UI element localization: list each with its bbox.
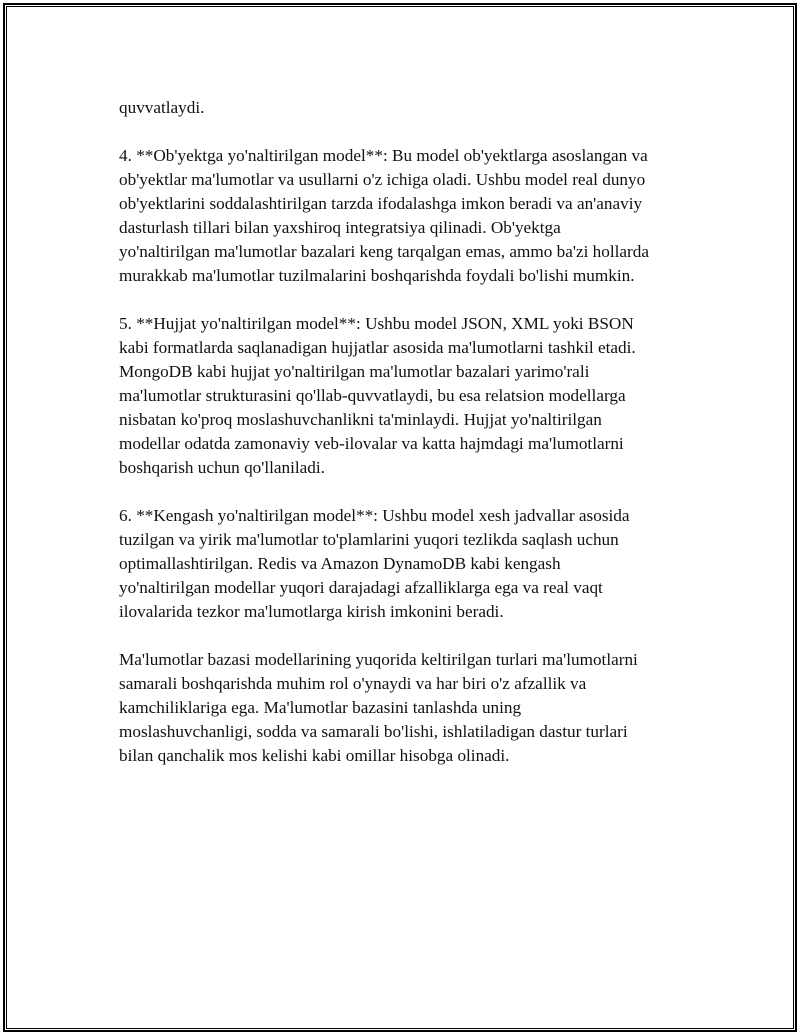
paragraph-conclusion: Ma'lumotlar bazasi modellarining yuqorida keltirilgan turlari ma'lumotlarni samarali boshqarishda muhim rol o'ynaydi va har biri o'z afzallik va kamchiliklariga ega. Ma'lumotlar bazasini tanlashda uning moslashuvchanligi, sodda va samarali bo'lishi, ishlatiladigan dastur turlari bilan qanchalik mos kelishi kabi omillar hisobga olinadi.	[119, 650, 638, 765]
paragraph-document-oriented-model: 5. **Hujjat yo'naltirilgan model**: Ushbu model JSON, XML yoki BSON kabi formatlarda saqlanadigan hujjatlar asosida ma'lumotlarni tashkil etadi. MongoDB kabi hujjat yo'naltirilgan ma'lumotlar bazalari yarimo'rali ma'lumotlar strukturasini qo'llab-quvvatlaydi, bu esa relatsion modellarga nisbatan ko'proq moslashuvchanlikni ta'minlaydi. Hujjat yo'naltirilgan modellar odatda zamonaviy veb-ilovalar va katta hajmdagi ma'lumotlarni boshqarish uchun qo'llaniladi.	[119, 314, 636, 477]
paragraph-object-oriented-model: 4. **Ob'yektga yo'naltirilgan model**: Bu model ob'yektlarga asoslangan va ob'yektlar ma'lumotlar va usullarni o'z ichiga oladi. Ushbu model real dunyo ob'yektlarini soddalashtirilgan tarzda ifodalashga imkon beradi va an'anaviy dasturlash tillari bilan yaxshiroq integratsiya qilinadi. Ob'yektga yo'naltirilgan ma'lumotlar bazalari keng tarqalgan emas, ammo ba'zi hollarda murakkab ma'lumotlar tuzilmalarini boshqarishda foydali bo'lishi mumkin.	[119, 146, 649, 285]
document-page	[3, 3, 797, 1032]
paragraph-key-value-model: 6. **Kengash yo'naltirilgan model**: Ushbu model xesh jadvallar asosida tuzilgan va yirik ma'lumotlar to'plamlarini yuqori tezlikda saqlash uchun optimallashtirilgan. Redis va Amazon DynamoDB kabi kengash yo'naltirilgan modellar yuqori darajadagi afzalliklarga ega va real vaqt ilovalarida tezkor ma'lumotlarga kirish imkonini beradi.	[119, 506, 630, 621]
document-body	[119, 96, 709, 792]
paragraph-continuation: quvvatlaydi.	[119, 98, 205, 117]
